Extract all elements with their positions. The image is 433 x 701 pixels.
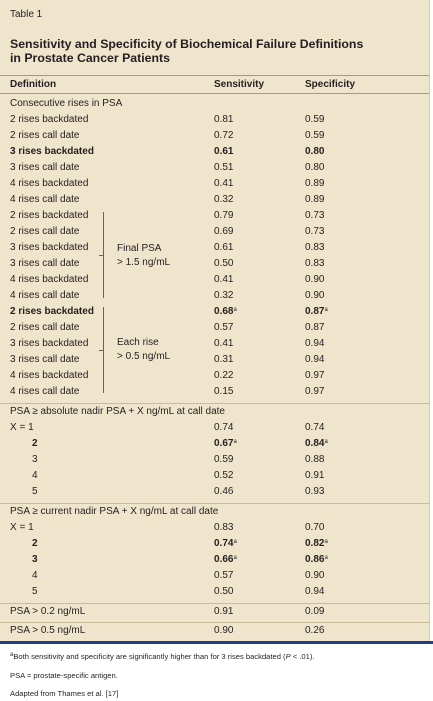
- table-header: [0, 75, 429, 94]
- group-brace-each-rise: [103, 307, 110, 393]
- table-row: 2 rises call date 0.57 0.87: [10, 322, 325, 333]
- footnote-abbreviation: PSA = prostate-specific antigen.: [10, 671, 118, 680]
- section-label-absolute-nadir: PSA ≥ absolute nadir PSA + X ng/mL at call date: [10, 406, 225, 417]
- table-row: 3 rises call date 0.51 0.80: [10, 162, 325, 173]
- table-title: [10, 37, 415, 65]
- table-row-significant: 2 0.74$^a$ 0.82$^a$: [32, 538, 328, 549]
- section-label-current-nadir: PSA ≥ current nadir PSA + X ng/mL at call date: [10, 506, 219, 517]
- table-row: 2 rises backdated 0.79 0.73: [10, 210, 325, 221]
- table-row: 5 0.50 0.94: [32, 586, 325, 597]
- table-row: 3 rises call date 0.31 0.94: [10, 354, 325, 365]
- table-title-line-1: Sensitivity and Specificity of Biochemical Failure Definitions: [10, 37, 364, 51]
- table-title-line-2: in Prostate Cancer Patients: [10, 51, 170, 65]
- table-row: 4 0.57 0.90: [32, 570, 325, 581]
- table-row: 4 rises call date 0.32 0.90: [10, 290, 325, 301]
- table-row-significant: 2 rises backdated 0.68$^a$ 0.87$^a$: [10, 306, 328, 317]
- header-sensitivity: Sensitivity: [214, 79, 265, 90]
- table-row: 4 rises call date 0.32 0.89: [10, 194, 325, 205]
- header-definition: Definition: [10, 79, 57, 90]
- table-row: 4 rises backdated 0.22 0.97: [10, 370, 325, 381]
- table-row: 2 rises backdated 0.81 0.59: [10, 114, 325, 125]
- table-row: 2 rises call date 0.69 0.73: [10, 226, 325, 237]
- table-row: 5 0.46 0.93: [32, 486, 325, 497]
- header-specificity: Specificity: [305, 79, 356, 90]
- section-divider: [0, 603, 429, 604]
- group-label-each-rise: Each rise > 0.5 ng/mL: [117, 337, 171, 362]
- table-row: 3 rises backdated 0.41 0.94: [10, 338, 325, 349]
- table-row-reference: 3 rises backdated 0.61 0.80: [10, 146, 325, 157]
- table-row-significant: 3 0.66$^a$ 0.86$^a$: [32, 554, 328, 565]
- group-brace-final-psa: [103, 212, 110, 298]
- footnote-significance: $^a$Both sensitivity and specificity are significantly higher than for 3 rises backdated (P < .01).: [10, 652, 315, 661]
- table-row: X = 1 0.74 0.74: [10, 422, 325, 433]
- footnote-source: Adapted from Thames et al. [17]: [10, 689, 119, 698]
- table-row: 4 0.52 0.91: [32, 470, 325, 481]
- table-row: 4 rises call date 0.15 0.97: [10, 386, 325, 397]
- table-bottom-rule: [0, 641, 433, 644]
- table-row: 3 0.59 0.88: [32, 454, 325, 465]
- group-label-final-psa: Final PSA > 1.5 ng/mL: [117, 243, 171, 268]
- section-divider: [0, 622, 429, 623]
- table-row-significant: 2 0.67$^a$ 0.84$^a$: [32, 438, 328, 449]
- table-row: PSA > 0.2 ng/mL 0.91 0.09: [10, 606, 325, 617]
- table-row: X = 1 0.83 0.70: [10, 522, 325, 533]
- table-row: 4 rises backdated 0.41 0.90: [10, 274, 325, 285]
- table-row: PSA > 0.5 ng/mL 0.90 0.26: [10, 625, 325, 636]
- table-row: 4 rises backdated 0.41 0.89: [10, 178, 325, 189]
- table-row: 3 rises backdated 0.61 0.83: [10, 242, 325, 253]
- section-divider: [0, 503, 429, 504]
- section-label-consecutive-rises: Consecutive rises in PSA: [10, 98, 123, 109]
- table-row: 3 rises call date 0.50 0.83: [10, 258, 325, 269]
- section-divider: [0, 403, 429, 404]
- table-label: Table 1: [10, 9, 43, 20]
- table-row: 2 rises call date 0.72 0.59: [10, 130, 325, 141]
